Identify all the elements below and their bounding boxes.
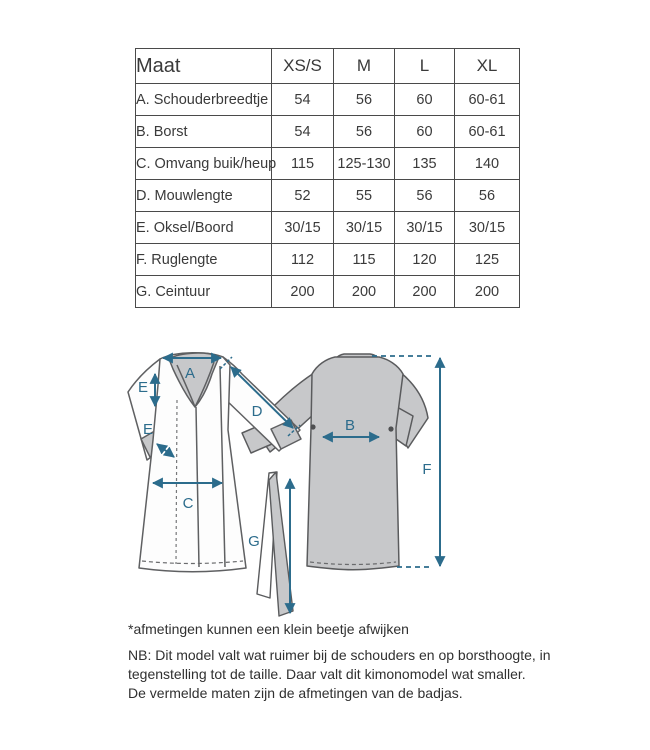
value-cell: 60-61	[455, 84, 520, 116]
table-row	[136, 148, 520, 180]
size-table	[135, 48, 520, 308]
value-cell: 125	[455, 244, 520, 276]
value-cell: 56	[455, 180, 520, 212]
value-cell: 200	[455, 276, 520, 308]
label-b: B	[344, 417, 356, 434]
value-cell: 52	[272, 180, 334, 212]
value-cell: 54	[272, 84, 334, 116]
value-cell: 30/15	[334, 212, 395, 244]
value-cell: 135	[395, 148, 455, 180]
label-a: A	[184, 365, 196, 382]
value-cell: 60	[395, 116, 455, 148]
value-cell: 56	[334, 84, 395, 116]
table-row	[136, 116, 520, 148]
value-cell: 200	[272, 276, 334, 308]
belt-illustration	[257, 472, 293, 616]
row-label-cell: D. Mouwlengte	[136, 180, 272, 212]
header-cell-xl: XL	[455, 49, 520, 84]
value-cell: 55	[334, 180, 395, 212]
note-measurements: De vermelde maten zijn de afmetingen van de badjas.	[128, 685, 463, 701]
label-e-upper: E	[137, 379, 149, 396]
value-cell: 30/15	[272, 212, 334, 244]
value-cell: 140	[455, 148, 520, 180]
value-cell: 115	[334, 244, 395, 276]
label-e-lower: E	[142, 421, 154, 438]
value-cell: 125-130	[334, 148, 395, 180]
row-label-cell: E. Oksel/Boord	[136, 212, 272, 244]
table-row	[136, 212, 520, 244]
row-label-cell: C. Omvang buik/heup	[136, 148, 272, 180]
header-cell-l: L	[395, 49, 455, 84]
label-f: F	[422, 461, 432, 478]
back-robe-body	[307, 357, 403, 570]
value-cell: 200	[334, 276, 395, 308]
row-label-cell: G. Ceintuur	[136, 276, 272, 308]
label-c: C	[182, 495, 194, 512]
belt-loop-left	[310, 424, 315, 429]
value-cell: 120	[395, 244, 455, 276]
note-nb-line1: NB: Dit model valt wat ruimer bij de schouders en op borsthoogte, in	[128, 647, 551, 663]
note-disclaimer: *afmetingen kunnen een klein beetje afwijken	[128, 621, 409, 637]
table-row	[136, 244, 520, 276]
row-label-cell: A. Schouderbreedtje	[136, 84, 272, 116]
label-d: D	[251, 403, 263, 420]
size-table-header-row	[136, 49, 520, 84]
notes-section	[128, 620, 551, 703]
row-label-cell: F. Ruglengte	[136, 244, 272, 276]
value-cell: 30/15	[455, 212, 520, 244]
value-cell: 112	[272, 244, 334, 276]
value-cell: 54	[272, 116, 334, 148]
header-cell-maat: Maat	[136, 49, 272, 84]
table-row	[136, 84, 520, 116]
value-cell: 115	[272, 148, 334, 180]
label-g: G	[248, 533, 260, 550]
value-cell: 60	[395, 84, 455, 116]
value-cell: 200	[395, 276, 455, 308]
value-cell: 56	[395, 180, 455, 212]
value-cell: 56	[334, 116, 395, 148]
value-cell: 60-61	[455, 116, 520, 148]
header-cell-xs-s: XS/S	[272, 49, 334, 84]
row-label-cell: B. Borst	[136, 116, 272, 148]
value-cell: 30/15	[395, 212, 455, 244]
belt-loop-right	[388, 426, 393, 431]
note-nb-line2: tegenstelling tot de taille. Daar valt dit kimonomodel wat smaller.	[128, 666, 526, 682]
measurement-diagram	[120, 340, 465, 622]
table-row	[136, 276, 520, 308]
header-cell-m: M	[334, 49, 395, 84]
table-row	[136, 180, 520, 212]
